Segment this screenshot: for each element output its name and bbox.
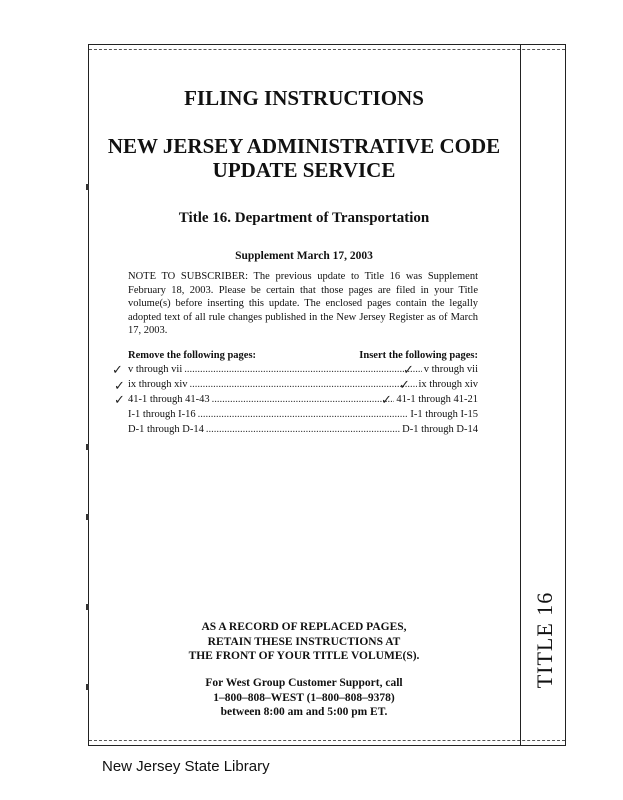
leader-dots	[190, 379, 417, 390]
page-list	[128, 364, 478, 439]
handwritten-check-icon: ✓	[112, 362, 123, 377]
page-row	[128, 379, 478, 394]
customer-support	[88, 676, 520, 720]
code-title-line2: UPDATE SERVICE	[212, 158, 396, 182]
page-title: FILING INSTRUCTIONS	[184, 86, 424, 110]
note-to-subscriber: NOTE TO SUBSCRIBER: The previous update to Title 16 was Supplement February 18, 2003. Please be certain that those pages are filed in your Title volume(s) before inserting this update. The enclosed pages contain the legally adopted text of all rule changes published in the New Jersey Register as of March 17, 2003.	[128, 271, 478, 337]
remove-range: I-1 through I-16	[128, 409, 196, 420]
support-line3: between 8:00 am and 5:00 pm ET.	[220, 706, 388, 718]
handwritten-check-icon: ✓	[403, 362, 414, 377]
remove-range: ix through xiv	[128, 379, 188, 390]
leader-dots	[212, 394, 395, 405]
page-row	[128, 409, 478, 424]
insert-range: D-1 through D-14	[402, 424, 478, 435]
page-row	[128, 364, 478, 379]
handwritten-check-icon: ✓	[114, 378, 125, 393]
remove-range: 41-1 through 41-43	[128, 394, 210, 405]
remove-range: D-1 through D-14	[128, 424, 204, 435]
remove-pages-header: Remove the following pages:	[128, 350, 257, 361]
page-row	[128, 424, 478, 439]
code-title-line1: NEW JERSEY ADMINISTRATIVE CODE	[107, 134, 501, 158]
page-row	[128, 394, 478, 409]
code-title	[88, 134, 520, 182]
insert-range: v through vii	[423, 364, 478, 375]
handwritten-check-icon: ✓	[114, 392, 125, 407]
support-line1: For West Group Customer Support, call	[205, 677, 403, 689]
record-line3: THE FRONT OF YOUR TITLE VOLUME(S).	[188, 650, 420, 662]
leader-dots	[206, 424, 400, 435]
library-stamp: New Jersey State Library	[102, 758, 270, 775]
insert-range: ix through xiv	[418, 379, 478, 390]
remove-range: v through vii	[128, 364, 183, 375]
record-line2: RETAIN THESE INSTRUCTIONS AT	[207, 635, 401, 648]
leader-dots	[184, 364, 422, 375]
insert-pages-header: Insert the following pages:	[359, 350, 478, 361]
title-16-heading: Title 16. Department of Transportation	[178, 210, 430, 226]
insert-range: 41-1 through 41-21	[396, 394, 478, 405]
record-notice	[88, 620, 520, 664]
insert-range: I-1 through I-15	[410, 409, 478, 420]
tab-label: TITLE 16	[532, 591, 557, 689]
record-line1: AS A RECORD OF REPLACED PAGES,	[201, 621, 407, 633]
leader-dots	[198, 409, 409, 420]
support-line2: 1–800–808–WEST (1–800–808–9378)	[213, 691, 395, 704]
handwritten-check-icon: ✓	[399, 377, 410, 392]
supplement-date: Supplement March 17, 2003	[235, 250, 373, 262]
handwritten-check-icon: ✓	[381, 392, 392, 407]
